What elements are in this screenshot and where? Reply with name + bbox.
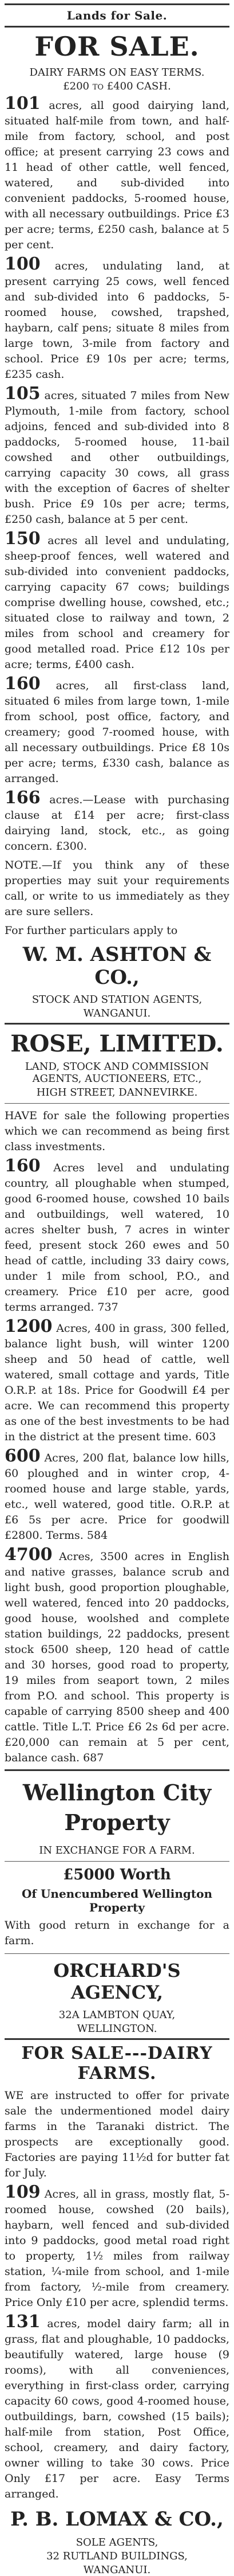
listing-paragraph [5,386,229,527]
listing-paragraph [5,790,229,854]
listing-text: acres, undulating land, at present carrying 25 cows, well fenced and sub-divided into 6 paddocks, 5-roomed house, cowshed, trapshed, haybarn, calf pens; situate 8 miles from large town, 3-mile from factory and school. Price £9 10s per acre; terms, £235 cash. [5,260,229,381]
listing-paragraph [5,676,229,787]
listing-text: Acres, 3500 acres in English and native grasses, balance scrub and light bush, good proportion ploughable, well watered, fenced into 20 paddocks, good house, woolshed and complete station buildings, 22 paddocks, present stock 6500 sheep, 120 head of cattle and 30 horses, good road to property, 19 miles from seaport town, 2 miles from P.O. and school. This property is capable of carrying 8500 sheep and 400 cattle. Title L.T. Price £6 2s 6d per acre. £20,000 can remain at 5 per cent, balance cash. 687 [5,1550,229,1764]
listing-number: 105 [5,384,41,404]
listing-text: acres all level and undulating, sheep-proof fences, well watered and sub-divided into convenient paddocks, carrying capacity 67 cows; buildings comprise dwelling house, cowshed, etc.; situated close to railway and town, 2 miles from school and creamery for good metalled road. Price £12 10s per acre; terms, £400 cash. [5,534,230,671]
note: With good return in exchange for a farm. [5,1919,229,1947]
listing-number: 131 [5,2312,41,2332]
divider [5,26,229,28]
listing-number: 150 [5,529,41,549]
divider [5,1023,229,1025]
newspaper-classifieds [5,3,229,2576]
amount-line: Of Unencumbered Wellington Property [21,1887,213,1914]
firm-name: P. B. LOMAX & CO., [10,2508,224,2531]
listing-number: 1200 [5,1316,53,1336]
section-header: Lands for Sale. [66,9,168,22]
listing-number: 4700 [5,1545,53,1565]
listing-number: 109 [5,2182,41,2202]
listing-paragraph [5,1158,229,1315]
listing-number: 600 [5,1446,41,1466]
listing-text: NOTE.—If you think any of these properties may suit your requirements call, or write to us immediately as they are sure sellers. [5,859,229,918]
listing-number: 166 [5,788,41,808]
listing-group [5,2184,229,2502]
listing-number: 160 [5,674,41,694]
listing-text: Acres, all in grass, mostly flat, 5-roomed house, cowshed (20 bails), haybarn, well fenced and sub-divided into 9 paddocks, good metal road right to property, 1½ miles from railway station, ¼-mile from school, and 1-mile from factory, ½-mile from creamery. Price Only £10 per acre, splendid terms. [5,2188,229,2309]
listing-paragraph [5,1316,229,1445]
firm-role: STOCK AND STATION AGENTS, [31,994,203,1006]
listing-text: acres, model dairy farm; all in grass, flat and ploughable, 10 paddocks, beautifully watered, large house (9 rooms), with all conveniences, everything in first-class order, carrying capacity 60 cows, good 4-roomed house, outbuildings, barn, cowshed (15 bails); half-mile from station, Post Office, school, creamery, and dairy factory, owner willing to take 30 cows. Price Only £17 per acre. Easy Terms arranged. [5,2317,229,2500]
listing-text: Acres level and undulating country, all ploughable when stumped, good 6-roomed house, cowshed 10 bails and outbuildings, well watered, 10 acres shelter bush, 7 acres in winter feed, present stock 260 ewes and 50 head of cattle, including 33 dairy cows, under 1 mile from school, P.O., and creamery. Price £10 per acre, good terms arranged. 737 [5,1162,229,1314]
firm-town: WANGANUI. [83,2564,151,2576]
footer-intro: For further particulars apply to [5,924,178,937]
listing-text: acres, situated 7 miles from New Plymouth, 1-mile from factory, school adjoins, fenced and sub-divided into 8 paddocks, 5-roomed house, 11-bail cowshed and other outbuildings, carrying capacity 30 cows, all grass with the exception of 6acres of shelter bush. Price £9 10s per acre; terms, £250 cash, balance at 5 per cent. [5,389,230,526]
listing-paragraph [5,256,229,382]
firm-name: W. M. ASHTON & CO., [22,943,212,989]
amount: £5000 Worth [63,1866,171,1883]
ad-title: Wellington City Property [22,1780,212,1835]
listing-paragraph [5,2184,229,2311]
listing-paragraph [5,858,229,920]
firm-role: SOLE AGENTS, [76,2536,158,2548]
listing-group [5,93,230,920]
listing-text: Acres, 200 flat, balance low hills, 60 ploughed and in winter crop, 4-roomed house and large stable, yards, etc., well watered, good title. O.R.P. at £6 5s per acre. Price for goodwill £2800. Terms. 584 [5,1452,230,1542]
firm-address: HIGH STREET, DANNEVIRKE. [36,1086,198,1099]
listing-paragraph [5,531,229,673]
listing-number: 101 [5,93,41,114]
ad-subtitle: IN EXCHANGE FOR A FARM. [39,1844,195,1856]
divider [5,1769,229,1771]
divider [5,2038,229,2040]
ad-title: FOR SALE. [34,31,200,62]
listing-group [5,1158,229,1766]
firm-town: WANGANUI. [83,1007,151,1019]
firm-address: 32A LAMBTON QUAY, [58,2009,176,2021]
ad-title: FOR SALE---DAIRY FARMS. [21,2043,213,2084]
listing-text: acres.—Lease with purchasing clause at £14 per acre; first-class dairying land, stock, etc., as going concern. £300. [5,793,229,853]
firm-town: WELLINGTON. [77,2023,157,2035]
firm-line: LAND, STOCK AND COMMISSION AGENTS, AUCTIONEERS, ETC., [25,1061,209,1085]
listing-paragraph [5,93,229,253]
listing-paragraph [5,2314,229,2502]
listing-text: acres, all first-class land, situated 6 miles from large town, 1-mile from school, post office, factory, and creamery; good 7-roomed house, with all necessary outbuildings. Price £8 10s per acre; terms, £330 cash, balance as arranged. [5,679,229,785]
price-range: £200 to £400 CASH. [63,80,171,92]
ad-subtitle: DAIRY FARMS ON EASY TERMS. [29,67,205,79]
divider [5,1103,229,1104]
firm-name: ROSE, LIMITED. [10,1030,224,1057]
listing-paragraph [5,1448,229,1543]
ad-intro: HAVE for sale the following properties which we can recommend as being first class investments. [5,1109,229,1153]
firm-name: ORCHARD'S AGENCY, [53,1960,181,2003]
divider [5,1953,229,1954]
listing-paragraph [5,1547,229,1766]
listing-text: Acres, 400 in grass, 300 felled, balance light bush, will winter 1200 sheep and 50 head of cattle, well watered, small cottage and yards, Title O.R.P. at 18s. Price for Goodwill £4 per acre. We can recommend this property as one of the best investments to be had in the district at the present time. 603 [5,1322,229,1443]
ad-intro: WE are instructed to offer for private sale the undermentioned model dairy farms in the Taranaki district. The prospects are exceptionally good. Factories are paying 11½d for butter fat for July. [5,2089,229,2179]
firm-address: 32 RUTLAND BUILDINGS, [46,2550,188,2562]
divider [5,3,229,5]
divider [5,1861,229,1862]
listing-number: 100 [5,254,41,274]
listing-text: acres, all good dairying land, situated half-mile from town, and half-mile from factory, school, and post office; at present carrying 23 cows and 11 head of other cattle, well fenced, watered, and sub-divided into convenient paddocks, 5-roomed house, with all necessary outbuildings. Price £3 per acre; terms, £250 cash, balance at 5 per cent. [5,99,229,251]
listing-number: 160 [5,1156,41,1176]
